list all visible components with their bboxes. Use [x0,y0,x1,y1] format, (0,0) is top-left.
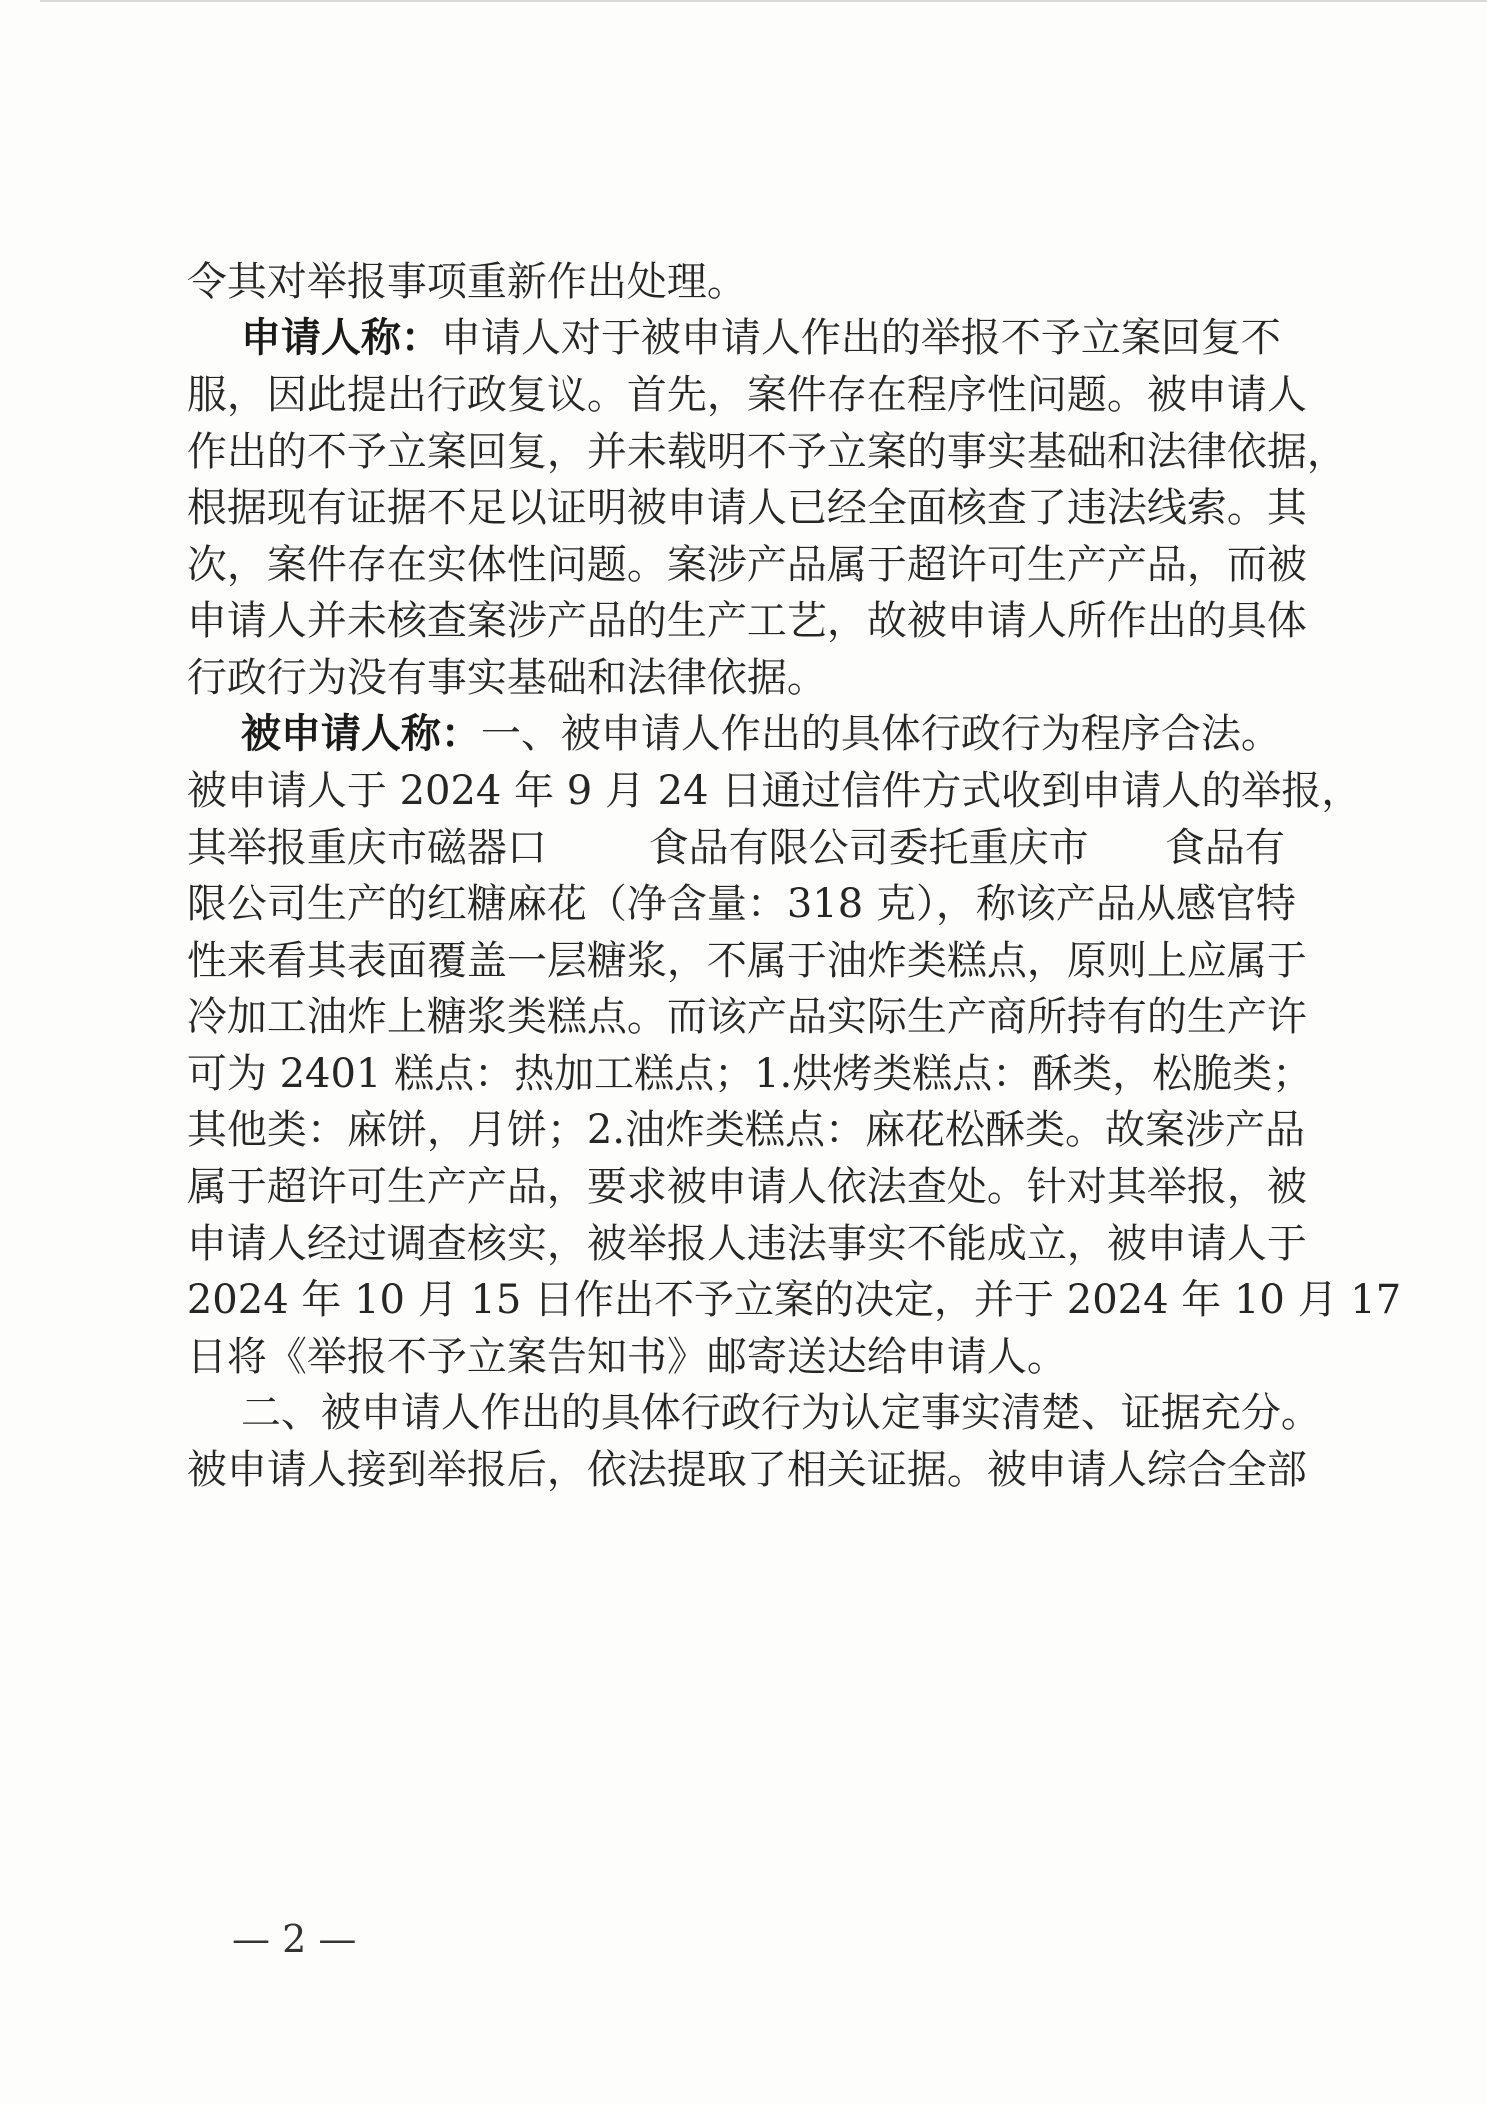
line-text: 被申请人接到举报后，依法提取了相关证据。被申请人综合全部 [186,1447,1307,1493]
line-text: 日将《举报不予立案告知书》邮寄送达给申请人。 [186,1334,1067,1380]
line-text: 行政行为没有事实基础和法律依据。 [186,655,827,701]
line-text: 申请人对于被申请人作出的举报不予立案回复不 [440,315,1281,361]
line-text: 冷加工油炸上糖浆类糕点。而该产品实际生产商所持有的生产许 [186,994,1307,1040]
line-text: 其他类：麻饼，月饼；2.油炸类糕点：麻花松酥类。故案涉产品 [186,1107,1306,1153]
applicant-claim-heading: 申请人称： [240,314,441,361]
respondent-claim-heading: 被申请人称： [240,710,481,757]
line-text: 其举报重庆市磁器口 食品有限公司委托重庆市 食品有 [186,825,1285,871]
line-text: 作出的不予立案回复，并未载明不予立案的事实基础和法律依据， [186,429,1347,475]
line-text: 可为 2401 糕点：热加工糕点；1.烘烤类糕点：酥类，松脆类； [186,1051,1313,1097]
line-text: 次，案件存在实体性问题。案涉产品属于超许可生产产品，而被 [186,542,1307,588]
text-line [136,1398,1307,1542]
line-text: 根据现有证据不足以证明被申请人已经全面核查了违法线索。其 [186,485,1307,531]
line-text: 被申请人于 2024 年 9 月 24 日通过信件方式收到申请人的举报， [186,768,1362,814]
line-text: 令其对举报事项重新作出处理。 [186,259,747,305]
scan-edge [40,0,1487,2]
line-text: 性来看其表面覆盖一层糖浆，不属于油炸类糕点，原则上应属于 [186,938,1307,984]
line-text: 二、被申请人作出的具体行政行为认定事实清楚、证据充分。 [240,1390,1321,1436]
line-text: 服，因此提出行政复议。首先，案件存在程序性问题。被申请人 [186,372,1307,418]
page-number: — 2 — [232,1917,357,1961]
line-text: 属于超许可生产产品，要求被申请人依法查处。针对其举报，被 [186,1164,1307,1210]
line-text: 限公司生产的红糖麻花（净含量：318 克），称该产品从感官特 [186,881,1296,927]
line-text: 申请人并未核查案涉产品的生产工艺，故被申请人所作出的具体 [186,598,1307,644]
line-text: 一、被申请人作出的具体行政行为程序合法。 [480,711,1281,757]
line-text: 申请人经过调查核实，被举报人违法事实不能成立，被申请人于 [186,1221,1307,1267]
line-text: 2024 年 10 月 15 日作出不予立案的决定，并于 2024 年 10 月 17 [186,1277,1402,1323]
